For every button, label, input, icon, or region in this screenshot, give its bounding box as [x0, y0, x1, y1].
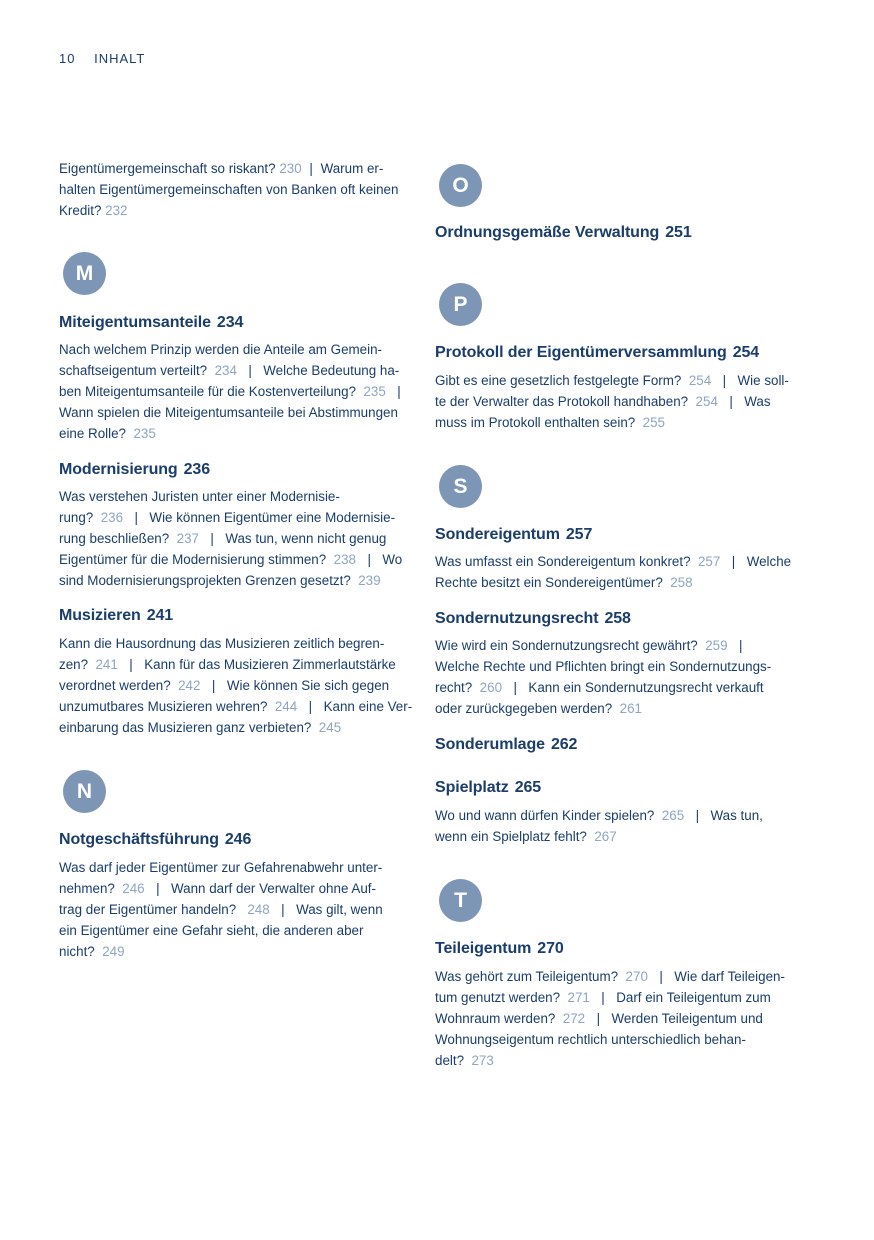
- body-line: [435, 552, 791, 573]
- question-text: Wo: [374, 551, 403, 567]
- question-text: Was tun, wenn nicht genug: [217, 530, 387, 546]
- body-line: [59, 340, 405, 361]
- separator: |: [397, 383, 401, 399]
- question-text: ben Miteigentumsanteile für die Kostenverteilung?: [59, 383, 364, 399]
- entry-title-musizieren[interactable]: Musizieren 241: [59, 607, 174, 624]
- entry-title-ordnungsgemaesse-verwaltung[interactable]: Ordnungsgemäße Verwaltung 251: [435, 224, 692, 241]
- body-line: [435, 967, 785, 988]
- page-reference[interactable]: 272: [562, 1010, 586, 1026]
- question-text: [237, 363, 244, 378]
- page-reference[interactable]: 236: [100, 509, 124, 525]
- letter-marker-o: O: [439, 164, 482, 207]
- body-line: [59, 487, 402, 508]
- question-text: Wann spielen die Miteigentumsanteile bei Abstimmungen: [59, 404, 398, 420]
- question-text: nicht?: [59, 943, 103, 959]
- question-text: Wie können Eigentümer eine Modernisie-: [141, 509, 396, 525]
- question-text: [648, 969, 655, 984]
- question-text: sind Modernisierungsprojekten Grenzen gesetzt?: [59, 572, 359, 588]
- page-reference[interactable]: 245: [318, 719, 342, 735]
- body-line: [59, 403, 405, 424]
- question-text: Was: [736, 393, 771, 409]
- question-text: Was verstehen Juristen unter einer Modernisie-: [59, 489, 340, 504]
- body-line: [435, 1009, 785, 1030]
- entry-title-sonderumlage[interactable]: Sonderumlage 262: [435, 736, 578, 753]
- entry-title-spielplatz[interactable]: Spielplatz 265: [435, 779, 542, 796]
- page-reference[interactable]: 230: [279, 161, 302, 176]
- question-text: [711, 373, 718, 388]
- entry-body-miteigentumsanteile: [59, 340, 405, 445]
- separator: |: [248, 362, 252, 378]
- body-line: [435, 573, 791, 594]
- question-text: recht?: [435, 679, 480, 695]
- question-text: Was darf jeder Eigentümer zur Gefahrenabwehr unter-: [59, 860, 383, 875]
- question-text: Welche Rechte und Pflichten bringt ein Sondernutzungs-: [435, 658, 772, 674]
- body-line: [435, 371, 789, 392]
- question-text: Was tun,: [703, 808, 763, 823]
- question-text: Gibt es eine gesetzlich festgelegte Form?: [435, 373, 689, 388]
- body-line: [59, 529, 402, 550]
- separator: |: [308, 698, 313, 714]
- page-reference[interactable]: 255: [642, 414, 665, 430]
- question-text: Wie darf Teileigen-: [666, 969, 785, 984]
- entry-body-musizieren: [59, 634, 412, 739]
- page-reference[interactable]: 232: [105, 202, 128, 218]
- question-text: te der Verwalter das Protokoll handhaben?: [435, 393, 696, 409]
- question-text: [590, 990, 597, 1005]
- question-text: [684, 808, 691, 823]
- question-text: Kann die Hausordnung das Musizieren zeitlich begren-: [59, 636, 385, 651]
- body-line: [59, 180, 398, 201]
- page-reference[interactable]: 271: [567, 989, 590, 1005]
- running-header: [59, 51, 145, 66]
- question-text: muss im Protokoll enthalten sein?: [435, 414, 643, 430]
- entry-title-sondereigentum[interactable]: Sondereigentum 257: [435, 526, 593, 543]
- question-text: einbarung das Musizieren ganz verbieten?: [59, 719, 319, 735]
- intro-entry: [59, 159, 398, 222]
- body-line: [435, 636, 771, 657]
- entry-title-miteigentumsanteile[interactable]: Miteigentumsanteile 234: [59, 314, 244, 331]
- body-line: [435, 988, 785, 1009]
- question-text: [585, 1011, 592, 1026]
- entry-body-sondereigentum: [435, 552, 791, 594]
- entry-body-notgeschaeftsfuehrung: [59, 858, 383, 963]
- page-reference[interactable]: 265: [661, 808, 685, 823]
- question-text: unzumutbares Musizieren wehren?: [59, 698, 275, 714]
- question-text: Eigentümer für die Modernisierung stimmen?: [59, 551, 334, 567]
- page-reference[interactable]: 257: [697, 554, 721, 569]
- page-reference[interactable]: 260: [479, 679, 503, 695]
- page-reference[interactable]: 234: [214, 362, 237, 378]
- question-text: verordnet werden?: [59, 677, 179, 693]
- entry-body-sondernutzungsrecht: [435, 636, 771, 720]
- body-line: [435, 827, 763, 848]
- page-reference[interactable]: 235: [363, 383, 386, 399]
- question-text: Darf ein Teileigentum zum: [608, 989, 771, 1005]
- page-reference[interactable]: 238: [333, 551, 356, 567]
- separator: |: [513, 679, 517, 695]
- separator: |: [601, 989, 605, 1005]
- question-text: wenn ein Spielplatz fehlt?: [435, 828, 595, 844]
- body-line: [59, 921, 383, 942]
- question-text: [718, 394, 725, 409]
- question-text: zen?: [59, 656, 96, 672]
- page-number: 10: [59, 51, 76, 66]
- letter-marker-p: P: [439, 283, 482, 326]
- body-line: [59, 508, 402, 529]
- question-text: Wo und wann dürfen Kinder spielen?: [435, 808, 662, 823]
- body-line: [59, 201, 398, 222]
- body-line: [59, 571, 402, 592]
- question-text: Was gilt, wenn: [288, 901, 383, 917]
- letter-marker-t: T: [439, 879, 482, 922]
- separator: |: [722, 373, 727, 388]
- page-reference[interactable]: 246: [122, 880, 145, 896]
- entry-title-protokoll[interactable]: Protokoll der Eigentümerversammlung 254: [435, 344, 760, 361]
- question-text: Wie wird ein Sondernutzungsrecht gewährt?: [435, 638, 706, 653]
- page-reference[interactable]: 239: [358, 572, 381, 588]
- question-text: Welche Bedeutung ha-: [255, 362, 400, 378]
- question-text: [386, 384, 393, 399]
- question-text: Welche: [739, 554, 792, 569]
- body-line: [435, 1030, 785, 1051]
- question-text: [145, 881, 152, 896]
- page-reference[interactable]: 242: [178, 677, 201, 693]
- separator: |: [309, 161, 313, 176]
- separator: |: [367, 551, 371, 567]
- question-text: Kann eine Ver-: [316, 698, 413, 714]
- body-line: [59, 361, 405, 382]
- body-line: [435, 657, 771, 678]
- letter-marker-m: M: [63, 252, 106, 295]
- question-text: Warum er-: [316, 161, 384, 176]
- body-line: [59, 900, 383, 921]
- question-text: Kredit?: [59, 202, 106, 218]
- page-reference[interactable]: 249: [102, 943, 125, 959]
- entry-title-modernisierung[interactable]: Modernisierung 236: [59, 461, 211, 478]
- question-text: ein Eigentümer eine Gefahr sieht, die anderen aber: [59, 922, 364, 938]
- separator: |: [659, 969, 663, 984]
- question-text: schaftseigentum verteilt?: [59, 362, 215, 378]
- body-line: [59, 676, 412, 697]
- body-line: [59, 879, 383, 900]
- question-text: [118, 657, 125, 672]
- body-line: [59, 942, 383, 963]
- question-text: Wohnungseigentum rechtlich unterschiedlich behan-: [435, 1031, 746, 1047]
- question-text: Wie soll-: [730, 373, 789, 388]
- body-line: [59, 718, 412, 739]
- question-text: delt?: [435, 1052, 472, 1068]
- question-text: [200, 678, 207, 693]
- question-text: Kann ein Sondernutzungsrecht verkauft: [520, 679, 764, 695]
- separator: |: [695, 808, 700, 823]
- question-text: [123, 510, 130, 525]
- question-text: [270, 902, 277, 917]
- page-reference[interactable]: 258: [670, 574, 693, 590]
- question-text: [356, 552, 363, 567]
- question-text: nehmen?: [59, 880, 123, 896]
- question-text: halten Eigentümergemeinschaften von Banken oft keinen: [59, 181, 399, 197]
- separator: |: [281, 901, 285, 917]
- entry-title-teileigentum[interactable]: Teileigentum 270: [435, 940, 564, 957]
- entry-body-protokoll: [435, 371, 789, 434]
- page-reference[interactable]: 241: [95, 656, 118, 672]
- body-line: [435, 392, 789, 413]
- question-text: [728, 638, 735, 653]
- question-text: Eigentümergemeinschaft so riskant?: [59, 161, 280, 176]
- separator: |: [738, 638, 743, 653]
- question-text: [297, 699, 304, 714]
- question-text: Was umfasst ein Sondereigentum konkret?: [435, 554, 698, 569]
- body-line: [59, 697, 412, 718]
- body-line: [435, 1051, 785, 1072]
- separator: |: [731, 554, 736, 569]
- question-text: eine Rolle?: [59, 425, 134, 441]
- entry-body-modernisierung: [59, 487, 402, 592]
- question-text: Wohnraum werden?: [435, 1010, 563, 1026]
- question-text: Was gehört zum Teileigentum?: [435, 969, 626, 984]
- separator: |: [729, 393, 733, 409]
- body-line: [59, 424, 405, 445]
- question-text: Wann darf der Verwalter ohne Auf-: [163, 880, 376, 896]
- body-line: [59, 159, 398, 180]
- question-text: Kann für das Musizieren Zimmerlautstärke: [136, 656, 396, 672]
- question-text: rung beschließen?: [59, 530, 177, 546]
- letter-marker-s: S: [439, 465, 482, 508]
- entry-title-sondernutzungsrecht[interactable]: Sondernutzungsrecht 258: [435, 610, 631, 627]
- section-title: INHALT: [94, 51, 146, 66]
- question-text: oder zurückgegeben werden?: [435, 700, 620, 716]
- page-reference[interactable]: 270: [625, 969, 648, 984]
- page-reference[interactable]: 244: [274, 698, 298, 714]
- page-reference[interactable]: 254: [695, 393, 718, 409]
- body-line: [59, 550, 402, 571]
- question-text: tum genutzt werden?: [435, 989, 568, 1005]
- body-line: [435, 806, 763, 827]
- entry-title-notgeschaeftsfuehrung[interactable]: Notgeschäftsführung 246: [59, 831, 252, 848]
- separator: |: [210, 530, 214, 546]
- page-reference[interactable]: 248: [247, 901, 270, 917]
- question-text: [720, 554, 727, 569]
- page-reference[interactable]: 273: [471, 1052, 494, 1068]
- separator: |: [596, 1010, 601, 1026]
- question-text: [199, 531, 206, 546]
- body-line: [59, 655, 412, 676]
- question-text: Wie können Sie sich gegen: [219, 677, 390, 693]
- separator: |: [211, 677, 216, 693]
- entry-body-spielplatz: [435, 806, 763, 848]
- question-text: Nach welchem Prinzip werden die Anteile am Gemein-: [59, 342, 383, 357]
- letter-marker-n: N: [63, 770, 106, 813]
- page-reference[interactable]: 237: [176, 530, 199, 546]
- separator: |: [156, 880, 160, 896]
- body-line: [59, 858, 383, 879]
- question-text: trag der Eigentümer handeln?: [59, 901, 248, 917]
- page-reference[interactable]: 267: [594, 828, 617, 844]
- page-reference[interactable]: 259: [705, 638, 728, 653]
- question-text: [302, 161, 306, 176]
- separator: |: [129, 656, 133, 672]
- page-reference[interactable]: 254: [688, 373, 712, 388]
- entry-body-teileigentum: [435, 967, 785, 1072]
- question-text: rung?: [59, 509, 101, 525]
- question-text: [502, 680, 509, 695]
- separator: |: [134, 509, 138, 525]
- page-reference[interactable]: 235: [133, 425, 156, 441]
- body-line: [59, 382, 405, 403]
- body-line: [435, 699, 771, 720]
- page-reference[interactable]: 261: [619, 700, 642, 716]
- body-line: [59, 634, 412, 655]
- body-line: [435, 678, 771, 699]
- question-text: Werden Teileigentum und: [604, 1010, 763, 1026]
- body-line: [435, 413, 789, 434]
- question-text: Rechte besitzt ein Sondereigentümer?: [435, 574, 671, 590]
